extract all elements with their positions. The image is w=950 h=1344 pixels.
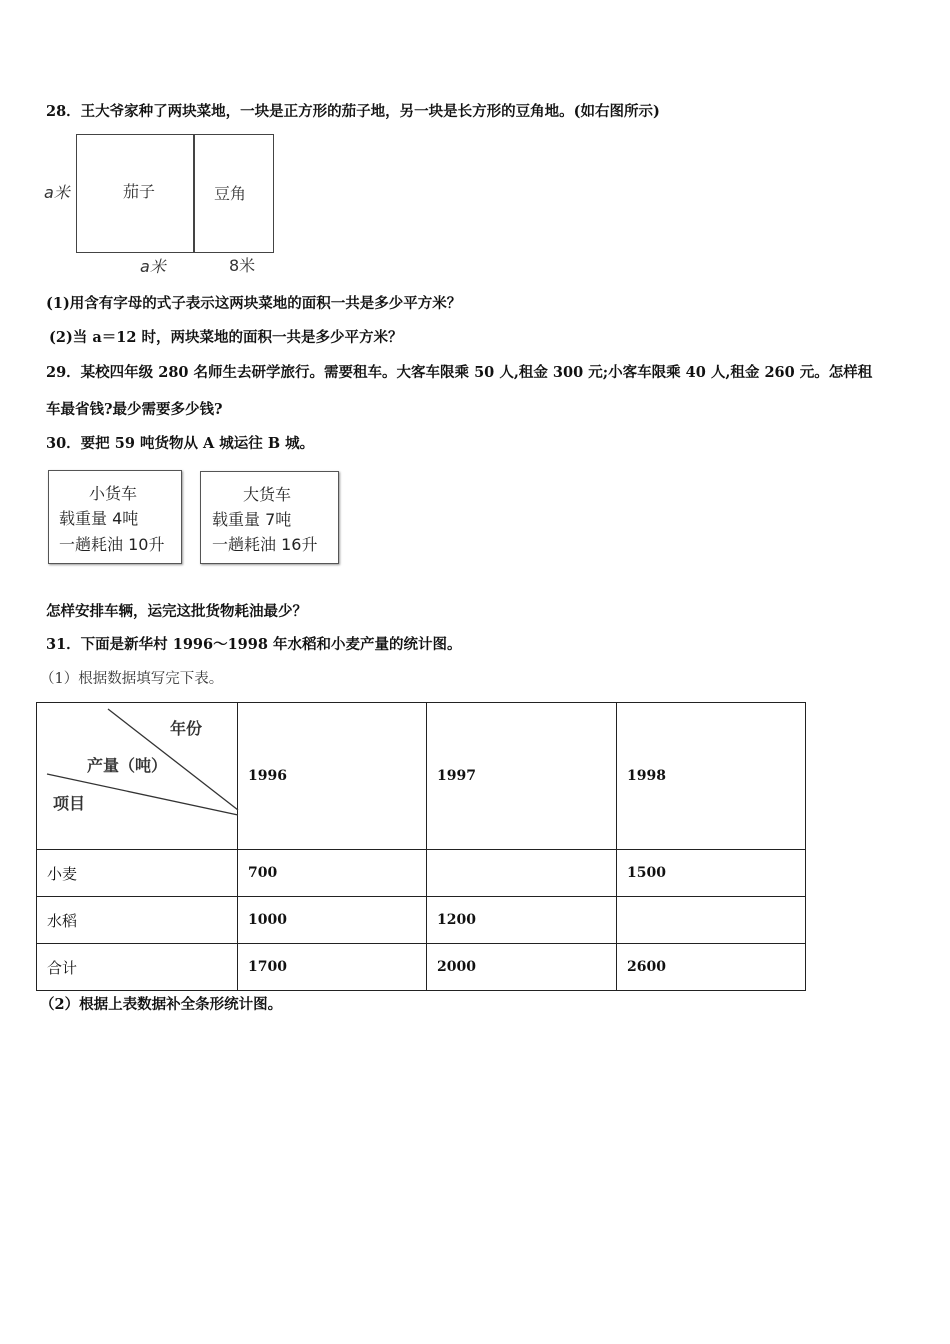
bottom-8-label: 8米	[229, 256, 256, 275]
q28-title: 28．王大爷家种了两块菜地，一块是正方形的茄子地，另一块是长方形的豆角地。(如右图所示)	[46, 103, 660, 120]
table-cell: 1500	[617, 850, 806, 897]
table-cell: 1200	[427, 897, 617, 944]
row-label: 水稻	[37, 897, 238, 944]
table-header-row	[37, 703, 806, 850]
q28-sub2: (2)当 a＝12 时，两块菜地的面积一共是多少平方米？	[49, 329, 403, 346]
q29-line2: 车最省钱?最少需要多少钱?	[46, 401, 223, 418]
big-truck-name: 大货车	[243, 485, 292, 504]
small-truck-load: 载重量 4吨	[59, 509, 139, 528]
year-header-cell: 1996	[238, 703, 427, 850]
table-cell: 1000	[238, 897, 427, 944]
table-cell: 1700	[238, 944, 427, 991]
small-truck-fuel: 一趟耗油 10升	[59, 535, 165, 554]
header-year: 年份	[170, 719, 203, 738]
table-cell-blank[interactable]	[617, 897, 806, 944]
table-row	[37, 944, 806, 991]
q31-title: 31．下面是新华村 1996～1998 年水稻和小麦产量的统计图。	[46, 636, 462, 653]
garden-divider	[193, 134, 195, 253]
q30-question: 怎样安排车辆，运完这批货物耗油最少？	[46, 603, 307, 620]
row-label: 小麦	[37, 850, 238, 897]
yield-table	[36, 702, 806, 991]
small-truck-card	[48, 470, 182, 564]
small-truck-name: 小货车	[89, 484, 138, 503]
q29-line1: 29．某校四年级 280 名师生去研学旅行。需要租车。大客车限乘 50 人,租金 300 元;小客车限乘 40 人,租金 260 元。怎样租	[46, 364, 873, 381]
bottom-a-label: a米	[140, 257, 166, 276]
year-header-cell: 1997	[427, 703, 617, 850]
header-item: 项目	[53, 794, 86, 813]
table-cell: 2000	[427, 944, 617, 991]
row-label: 合计	[37, 944, 238, 991]
table-cell: 700	[238, 850, 427, 897]
q31-sub2: （2）根据上表数据补全条形统计图。	[40, 996, 283, 1013]
diagonal-header-cell	[37, 703, 238, 850]
big-truck-card	[200, 471, 339, 564]
diagonal-lines	[37, 703, 248, 850]
side-label: a米	[44, 183, 70, 202]
table-row	[37, 850, 806, 897]
q28-sub1: (1)用含有字母的式子表示这两块菜地的面积一共是多少平方米？	[46, 295, 462, 312]
year-header-cell: 1998	[617, 703, 806, 850]
q31-sub1: （1）根据数据填写完下表。	[40, 671, 224, 687]
table-cell: 2600	[617, 944, 806, 991]
eggplant-label: 茄子	[123, 182, 156, 201]
big-truck-load: 载重量 7吨	[212, 510, 292, 529]
table-cell-blank[interactable]	[427, 850, 617, 897]
big-truck-fuel: 一趟耗油 16升	[212, 535, 318, 554]
q30-title: 30．要把 59 吨货物从 A 城运往 B 城。	[46, 435, 315, 452]
header-output: 产量（吨）	[87, 756, 168, 775]
bean-label: 豆角	[214, 184, 247, 203]
table-row	[37, 897, 806, 944]
